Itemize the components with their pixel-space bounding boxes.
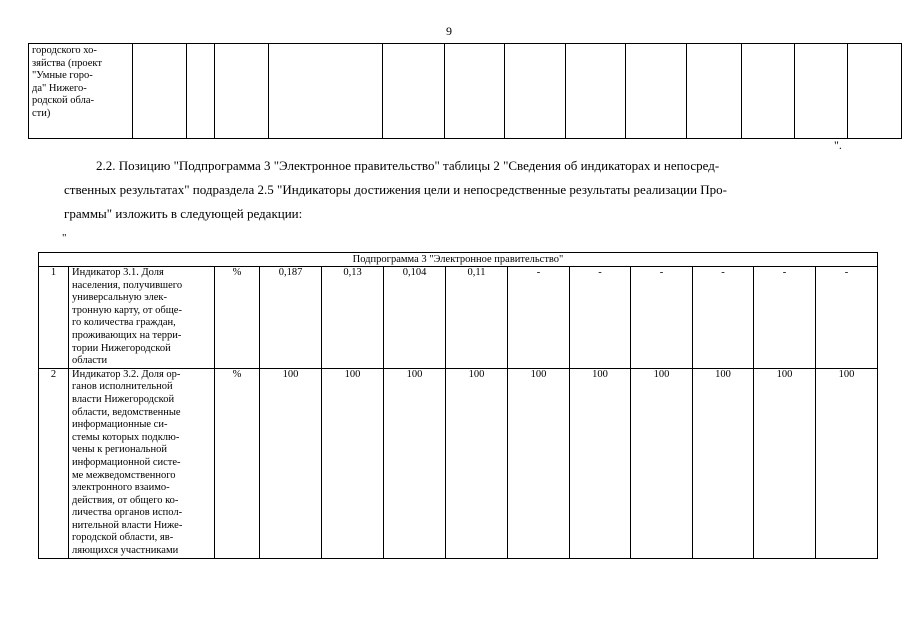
empty-cell bbox=[133, 44, 187, 139]
value-cell: 100 bbox=[322, 368, 384, 558]
value-cell: 100 bbox=[260, 368, 322, 558]
value-cell: 100 bbox=[570, 368, 631, 558]
empty-cell bbox=[687, 44, 742, 139]
table-row bbox=[39, 368, 878, 558]
indicator-line: стемы которых подклю- bbox=[72, 431, 180, 443]
indicator-line: информационные си- bbox=[72, 419, 168, 431]
value-cell: 0,104 bbox=[384, 267, 446, 369]
indicator-line: области, ведомственные bbox=[72, 406, 181, 418]
empty-cell bbox=[383, 44, 445, 139]
value-cell: 0,187 bbox=[260, 267, 322, 369]
indicator-line: го количества граждан, bbox=[72, 317, 176, 329]
continuation-text-line: зяйства (проект bbox=[32, 57, 102, 69]
value-cell: 100 bbox=[816, 368, 878, 558]
continuation-text-line: городского хо- bbox=[32, 45, 97, 56]
continuation-first-cell bbox=[29, 44, 133, 139]
indicator-line: действия, от общего ко- bbox=[72, 494, 179, 506]
opening-quote: " bbox=[62, 232, 67, 244]
value-cell: - bbox=[816, 267, 878, 369]
continuation-text-line: родской обла- bbox=[32, 95, 94, 107]
indicator-line: Индикатор 3.1. Доля bbox=[72, 267, 164, 278]
indicator-line: области bbox=[72, 355, 108, 367]
indicators-table bbox=[38, 252, 878, 559]
page-number: 9 bbox=[446, 24, 452, 38]
value-cell: 0,11 bbox=[446, 267, 508, 369]
indicator-line: универсальную элек- bbox=[72, 292, 168, 304]
continuation-text-line: сти) bbox=[32, 107, 51, 119]
indicator-cell bbox=[69, 368, 215, 558]
indicator-line: проживающих на терри- bbox=[72, 329, 182, 341]
empty-cell bbox=[795, 44, 848, 139]
continuation-text-line: да" Нижего- bbox=[32, 82, 87, 94]
amendment-paragraph bbox=[64, 154, 856, 226]
indicator-line: власти Нижегородской bbox=[72, 393, 175, 405]
indicator-cell bbox=[69, 267, 215, 369]
subprogram-header-row bbox=[39, 253, 878, 267]
value-cell: 100 bbox=[631, 368, 693, 558]
value-cell: 100 bbox=[754, 368, 816, 558]
table-row bbox=[39, 267, 878, 369]
indicator-line: ляющихся участниками bbox=[72, 545, 179, 557]
empty-cell bbox=[269, 44, 383, 139]
value-cell: 0,13 bbox=[322, 267, 384, 369]
indicator-line: ганов исполнительной bbox=[72, 381, 173, 393]
empty-cell bbox=[215, 44, 269, 139]
value-cell: 100 bbox=[384, 368, 446, 558]
indicator-line: ме межведомственного bbox=[72, 469, 176, 481]
empty-cell bbox=[848, 44, 902, 139]
empty-cell bbox=[505, 44, 566, 139]
value-cell: - bbox=[631, 267, 693, 369]
value-cell: 100 bbox=[508, 368, 570, 558]
indicator-line: тронную карту, от обще- bbox=[72, 304, 182, 316]
indicator-line: Индикатор 3.2. Доля ор- bbox=[72, 368, 181, 380]
empty-cell bbox=[626, 44, 687, 139]
value-cell: - bbox=[693, 267, 754, 369]
empty-cell bbox=[187, 44, 215, 139]
unit-cell: % bbox=[215, 368, 260, 558]
indicator-line: чены к региональной bbox=[72, 444, 167, 456]
value-cell: 100 bbox=[693, 368, 754, 558]
indicator-line: нительной власти Ниже- bbox=[72, 519, 183, 531]
value-cell: - bbox=[754, 267, 816, 369]
paragraph-line: 2.2. Позицию "Подпрограмма 3 "Электронное правительство" таблицы 2 "Сведения об индикаторах и непосред- bbox=[96, 158, 720, 173]
indicator-line: населения, получившего bbox=[72, 279, 183, 291]
row-number: 2 bbox=[39, 368, 69, 558]
empty-cell bbox=[742, 44, 795, 139]
paragraph-line: ственных результатах" подраздела 2.5 "Индикаторы достижения цели и непосредственные результаты реализации Про- bbox=[64, 182, 728, 197]
value-cell: - bbox=[508, 267, 570, 369]
continuation-table bbox=[28, 43, 902, 139]
subprogram-header: Подпрограмма 3 "Электронное правительство" bbox=[39, 253, 878, 267]
continuation-row bbox=[29, 44, 902, 139]
indicator-line: личества органов испол- bbox=[72, 507, 183, 519]
row-number: 1 bbox=[39, 267, 69, 369]
indicator-line: информационной систе- bbox=[72, 456, 181, 468]
indicator-line: тории Нижегородской bbox=[72, 342, 171, 354]
indicator-line: электронного взаимо- bbox=[72, 482, 170, 494]
empty-cell bbox=[445, 44, 505, 139]
value-cell: - bbox=[570, 267, 631, 369]
closing-quote: ". bbox=[834, 138, 842, 152]
continuation-text-line: "Умные горо- bbox=[32, 70, 93, 82]
value-cell: 100 bbox=[446, 368, 508, 558]
indicator-line: городской области, яв- bbox=[72, 532, 174, 544]
paragraph-line: граммы" изложить в следующей редакции: bbox=[64, 206, 303, 221]
unit-cell: % bbox=[215, 267, 260, 369]
empty-cell bbox=[566, 44, 626, 139]
